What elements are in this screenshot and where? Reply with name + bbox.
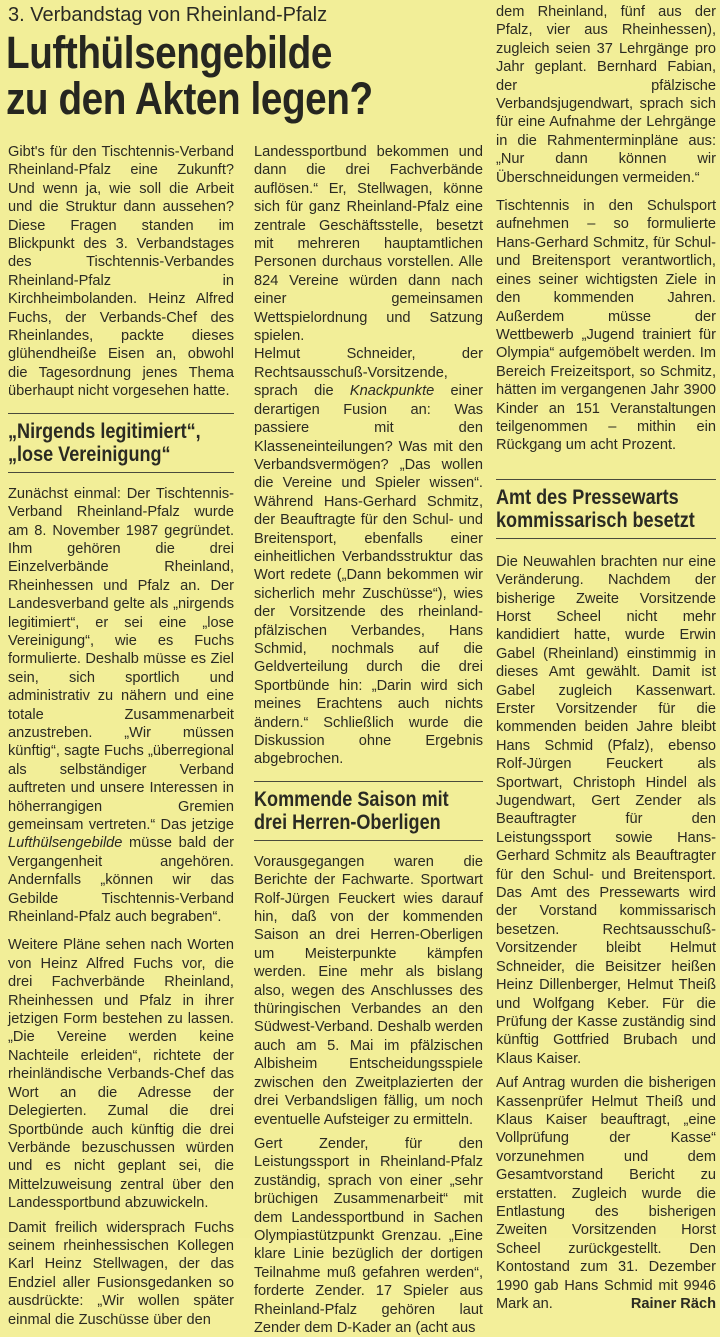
divider <box>496 479 716 480</box>
subheading-line: „Nirgends legitimiert“, <box>8 419 201 443</box>
headline-line-1: Lufthülsengebilde <box>6 27 332 78</box>
paragraph <box>496 1074 716 1313</box>
author-byline: Rainer Räch <box>630 1296 716 1312</box>
paragraph: Weitere Pläne sehen nach Worten von Heinz Alfred Fuchs vor, die drei Fachverbände Rheinland, Rheinhessen und Pfalz in ihrer jetzigen Form bestehen zu lassen. „Die Vereine werden keine Nachteile erleiden“, richtete der rheinländische Verbands-Chef das Wort an die Adresse der Delegierten. Zumal die drei Sportbünde auch künftig die drei Verbände bezuschussen würden und es nicht geplant sei, die Mittelzuweisung zentral über den Landessportbund abzuwickeln. <box>8 937 234 1212</box>
paragraph: Die Neuwahlen brachten nur eine Veränderung. Nachdem der bisherige Zweite Vorsitzende Horst Scheel nicht mehr kandidiert hatte, wurde Erwin Gabel (Rheinland) einstimmig in dieses Amt gewählt. Damit ist Gabel zugleich Kassenwart. Erster Vorsitzender für die kommenden beiden Jahre bleibt Hans Schmid (Pfalz), ebenso Rolf-Jürgen Feuckert als Sportwart, Christoph Hindel als Jugendwart, Gert Zender als Beauftragter für den Leistungssport sowie Hans-Gerhard Schmitz als Beauftragter für den Schul- und Breitensport. Das Amt des Pressewarts wird der Vorstand kommissarisch besetzen. Rechtsausschuß-Vorsitzender bleibt Helmut Schneider, die Beisitzer heißen Heinz Dillenberger, Helmut Theiß und Wolfgang Keber. Für die Prüfung der Kasse zuständig sind künftig Gottfried Brubach und Klaus Kaiser. <box>496 553 716 1067</box>
paragraph: Gibt's für den Tischtennis-Verband Rheinland-Pfalz eine Zukunft? Und wenn ja, wie soll die Arbeit und die Struktur dann aussehen? Diese Fragen standen im Blickpunkt des 3. Verbandstages des Tischtennis-Verbandes Rheinland-Pfalz in Kirchheimbolanden. Heinz Alfred Fuchs, der Verbands-Chef des Rheinlandes, packte dieses glühendheiße Eisen an, obwohl die Tagesordnung jenes Thema überhaupt nicht vorgesehen hatte. <box>8 144 234 400</box>
subheading-amt-des-pressewarts <box>496 485 695 532</box>
paragraph: Vorausgegangen waren die Berichte der Fachwarte. Sportwart Rolf-Jürgen Feuckert wies darauf hin, daß von der kommenden Saison an drei Herren-Oberligen um Meisterpunkte kämpfen werden. Eine mehr als bislang also, wegen des Anschlusses des thüringischen Verbandes an den Südwest-Verband. Deshalb werden auch am 5. Mai im pfälzischen Albisheim Entscheidungsspiele zwischen den Zweitplazierten der drei Verbandsligen fällig, um noch eventuelle Aufsteiger zu ermitteln. <box>254 853 483 1128</box>
divider <box>254 781 483 782</box>
paragraph <box>8 485 234 927</box>
subheading-line: drei Herren-Oberligen <box>254 810 441 834</box>
subheading-kommende-saison <box>254 788 451 834</box>
text-run: einer derartigen Fusion an: Was passiere mit den Klasseneinteilungen? Was mit den Verbandsvermögen? „Das wollen die Vereine und Spieler wissen“. Während Hans-Gerhard Schmitz, der Beauftragte für den Schul- und Breitensport, ebenfalls einer einheitlichen Verbandsstruktur das Wort redete („Dann bekommen wir sicherlich mehr Zuschüsse“), wies der Vorsitzende des rheinland-pfälzischen Verbandes, Hans Schmid, nochmals auf die Geldverteilung durch die drei Sportbünde hin: „Darin wird sich meines Erachtens auch nichts ändern.“ Schließlich wurde die Diskussion ohne Ergebnis abgebrochen. <box>254 383 483 768</box>
column-1 <box>8 143 234 1329</box>
divider <box>8 472 234 473</box>
paragraph: dem Rheinland, fünf aus der Pfalz, vier aus Rheinhessen), zugleich seien 37 Lehrgänge pro Jahr geplant. Bernhard Fabian, der pfälzische Verbandsjugendwart, sprach sich für eine Aufnahme der Lehrgänge in die Rahmenterminpläne aus: „Nur dann können wir Überschneidungen vermeiden.“ <box>496 4 716 186</box>
column-2 <box>254 143 483 1337</box>
text-run: Zunächst einmal: Der Tischtennis-Verband Rheinland-Pfalz wurde am 8. November 1987 gegründet. Ihm gehören die drei Einzelverbände Rheinland, Rheinhessen und Pfalz an. Der Landesverband gelte als „nirgends legitimiert“, er sei eine „lose Vereinigung“, wie es Fuchs formulierte. Deshalb müsse es Ziel sein, sich sportlich und administrativ zu nähern und eine totale Zusammenarbeit anzustreben. „Wir müssen künftig“, sagte Fuchs „überregional als selbständiger Verband auftreten und unsere Interessen in höherrangigen Gremien gemeinsam vertreten.“ Das jetzige <box>8 485 234 833</box>
text-run: Auf Antrag wurden die bisherigen Kassenprüfer Helmut Theiß und Klaus Kaiser beauftragt, „eine Vollprüfung der Kasse“ vorzunehmen und dem Gesamtvorstand Bericht zu erstatten. Zugleich wurde die Entlastung des bisherigen Zweiten Vorsitzenden Horst Scheel zurückgestellt. Den Kontostand zum 31. Dezember 1990 gab Hans Schmid mit 9946 Mark an. <box>496 1075 716 1312</box>
divider <box>254 840 483 841</box>
italic-term: Lufthülsengebilde <box>8 835 123 852</box>
paragraph: Landessportbund bekommen und dann die drei Fachverbände auflösen.“ Er, Stellwagen, könne sich für ganz Rheinland-Pfalz eine zentrale Geschäftsstelle, besetzt mit mehreren hauptamtlichen Personen durchaus vorstellen. Alle 824 Vereine würden dann nach einer gemeinsamen Wettspielordnung und Satzung spielen. <box>254 144 483 345</box>
paragraph: Damit freilich widersprach Fuchs seinem rheinhessischen Kollegen Karl Heinz Stellwagen, der das Endziel aller Fusionsgedanken so ausdrückte: „Wir wollen später einmal die Zuschüsse über den <box>8 1219 234 1328</box>
divider <box>496 538 716 539</box>
italic-term: Knackpunkte <box>349 383 435 400</box>
article-headline <box>6 27 419 124</box>
text-run: Helmut Schneider, der Rechtsausschuß-Vorsitzende, sprach die <box>254 346 483 400</box>
article-kicker: 3. Verbandstag von Rheinland-Pfalz <box>8 4 328 26</box>
divider <box>8 413 234 414</box>
paragraph <box>254 345 483 768</box>
column-3 <box>496 3 716 1313</box>
subheading-line: Kommende Saison mit <box>254 787 449 811</box>
subheading-line: Amt des Pressewarts <box>496 485 679 509</box>
text-run: müsse bald der Vergangenheit angehören. Andernfalls „können wir das Gebilde Tischtennis-Verband Rheinland-Pfalz auch begraben“. <box>8 835 234 926</box>
subheading-nirgends-legitimiert <box>8 420 202 466</box>
subheading-line: kommissarisch besetzt <box>496 508 695 532</box>
paragraph: Tischtennis in den Schulsport aufnehmen – so formulierte Hans-Gerhard Schmitz, für Schul- und Breitensport verantwortlich, eines seiner wichtigsten Ziele in den kommenden Jahren. Außerdem müsse der Wettbewerb „Jugend trainiert für Olympia“ aufgemöbelt werden. Im Bereich Freizeitsport, so Schmitz, hätten im vergangenen Jahr 3900 Kinder an 151 Veranstaltungen teilgenommen – mithin ein Rückgang um acht Prozent. <box>496 198 716 454</box>
subheading-line: „lose Vereinigung“ <box>8 442 171 466</box>
paragraph: Gert Zender, für den Leistungssport in Rheinland-Pfalz zuständig, sprach von einer „sehr brüchigen Zusammenarbeit“ mit dem Landessportbund in Sachen Olympiastützpunkt Grenzau. „Eine klare Linie bezüglich der dortigen Teilnahme muß gefahren werden“, forderte Zender. 17 Spieler aus Rheinland-Pfalz gehören laut Zender dem D-Kader an (acht aus <box>254 1135 483 1336</box>
headline-line-2: zu den Akten legen? <box>6 73 373 124</box>
